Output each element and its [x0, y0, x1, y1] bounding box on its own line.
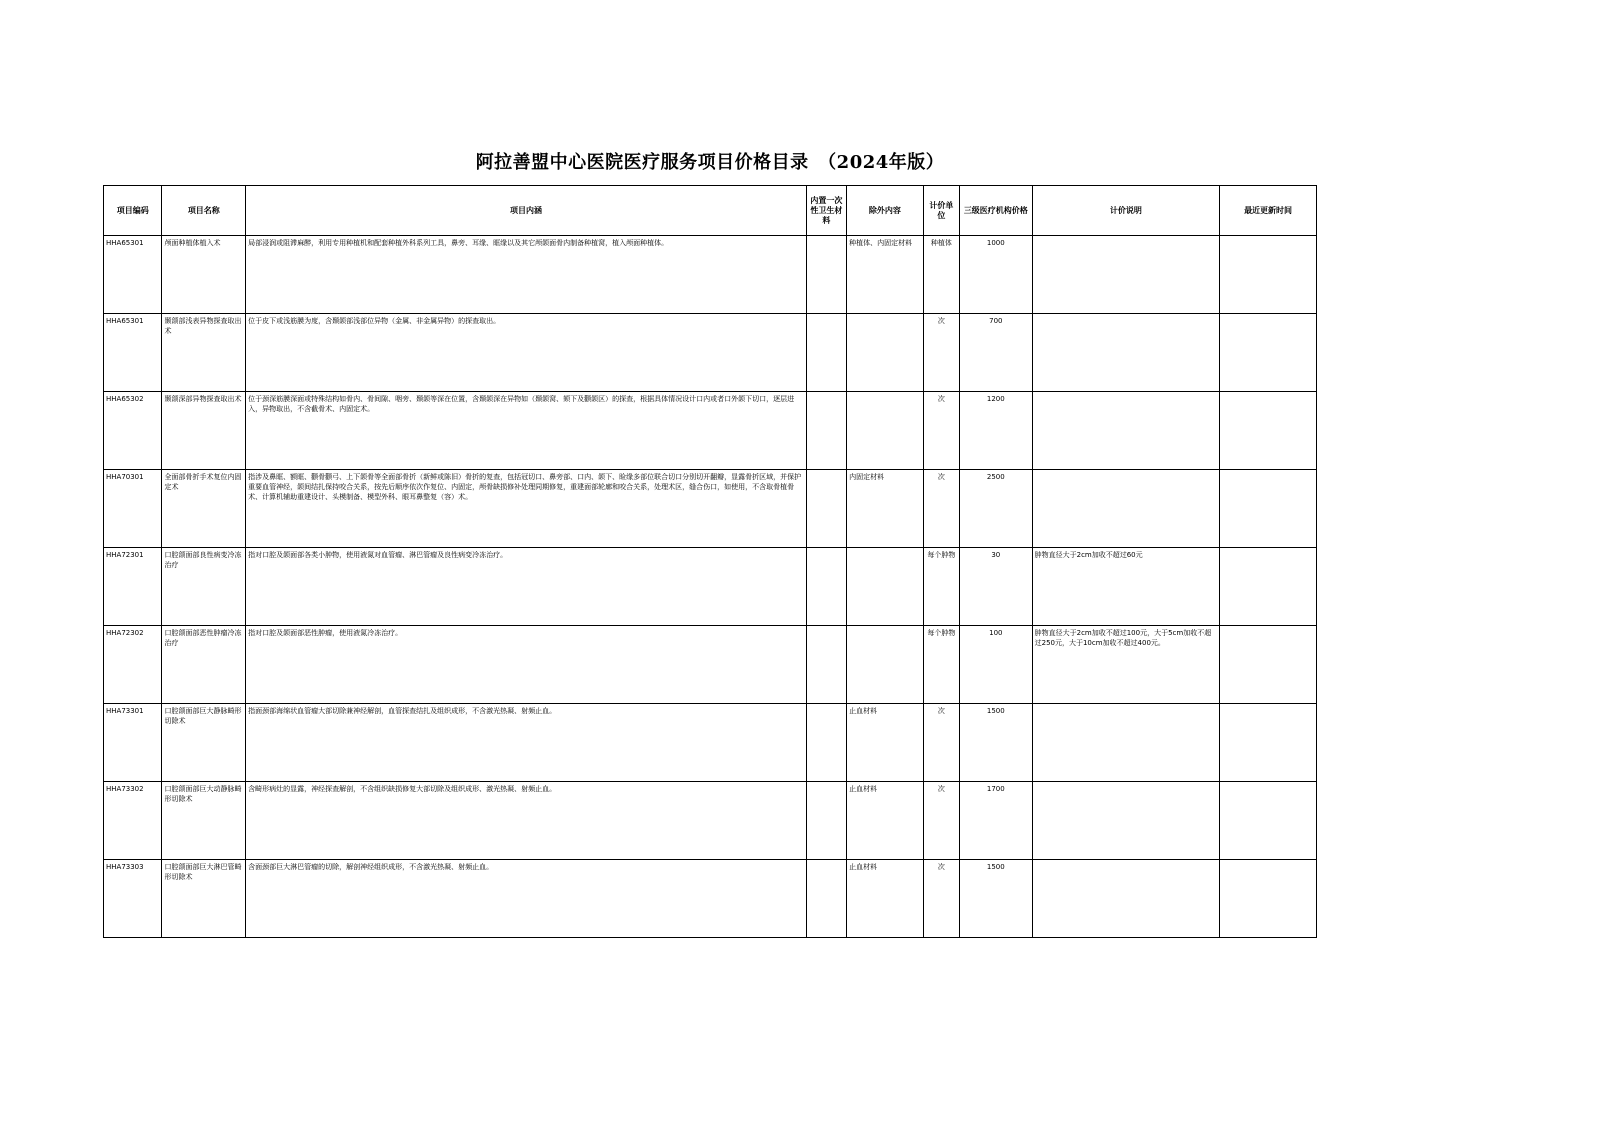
cell-price: 30 — [960, 548, 1033, 626]
cell-material — [806, 626, 846, 704]
cell-content: 指对口腔及颌面部各类小肿物，使用液氮对血管瘤、淋巴管瘤及良性病变冷冻治疗。 — [246, 548, 807, 626]
header-name: 项目名称 — [162, 186, 246, 236]
header-excluded: 除外内容 — [847, 186, 924, 236]
cell-updated — [1220, 314, 1317, 392]
cell-name: 颞颌深部异物探查取出术 — [162, 392, 246, 470]
cell-price: 1500 — [960, 704, 1033, 782]
cell-unit: 每个肿物 — [923, 626, 959, 704]
cell-updated — [1220, 548, 1317, 626]
price-table — [103, 185, 1317, 938]
cell-note — [1032, 704, 1220, 782]
table-row — [104, 392, 1317, 470]
header-unit: 计价单位 — [923, 186, 959, 236]
cell-price: 1500 — [960, 860, 1033, 938]
cell-name: 口腔颌面部恶性肿瘤冷冻治疗 — [162, 626, 246, 704]
cell-excluded — [847, 392, 924, 470]
cell-content: 指对口腔及颌面部恶性肿瘤，使用液氮冷冻治疗。 — [246, 626, 807, 704]
cell-updated — [1220, 860, 1317, 938]
cell-code: HHA73301 — [104, 704, 162, 782]
cell-excluded: 止血材料 — [847, 704, 924, 782]
cell-name: 口腔颌面部巨大静脉畸形切除术 — [162, 704, 246, 782]
cell-excluded — [847, 548, 924, 626]
cell-excluded: 内固定材料 — [847, 470, 924, 548]
cell-material — [806, 236, 846, 314]
cell-material — [806, 704, 846, 782]
cell-content: 指面颈部海绵状血管瘤大部切除兼神经解剖，血管探查结扎及组织成形，不含激光热凝、射频止血。 — [246, 704, 807, 782]
cell-material — [806, 548, 846, 626]
cell-unit: 次 — [923, 392, 959, 470]
cell-note — [1032, 236, 1220, 314]
cell-code: HHA65301 — [104, 314, 162, 392]
cell-unit: 次 — [923, 314, 959, 392]
cell-material — [806, 392, 846, 470]
header-content: 项目内涵 — [246, 186, 807, 236]
cell-content: 局部浸润或阻滞麻醉，利用专用种植机和配套种植外科系列工具，鼻旁、耳缘、眶缘以及其它颅颌面骨内制备种植窝，植入颅面种植体。 — [246, 236, 807, 314]
cell-updated — [1220, 470, 1317, 548]
cell-name: 全面部骨折手术复位内固定术 — [162, 470, 246, 548]
cell-name: 口腔颌面部巨大淋巴管畸形切除术 — [162, 860, 246, 938]
cell-note — [1032, 314, 1220, 392]
table-row — [104, 314, 1317, 392]
cell-material — [806, 860, 846, 938]
table-header-row — [104, 186, 1317, 236]
cell-excluded: 止血材料 — [847, 782, 924, 860]
cell-price: 1700 — [960, 782, 1033, 860]
table-row — [104, 860, 1317, 938]
page-title: 阿拉善盟中心医院医疗服务项目价格目录 （2024年版） — [475, 152, 945, 173]
cell-material — [806, 314, 846, 392]
table-row — [104, 704, 1317, 782]
cell-note — [1032, 392, 1220, 470]
cell-code: HHA72302 — [104, 626, 162, 704]
cell-excluded: 种植体、内固定材料 — [847, 236, 924, 314]
cell-excluded: 止血材料 — [847, 860, 924, 938]
table-row — [104, 236, 1317, 314]
cell-name: 口腔颌面部巨大动静脉畸形切除术 — [162, 782, 246, 860]
cell-content: 位于颈深筋膜深面或特殊结构如骨内、骨间隙、咽旁、颞颌等深在位置，含颞颌深在异物如（颞颌窝、颏下及颧颌区）的探查，根据具体情况设计口内或者口外颌下切口，逐层进入，异物取出，不含截骨术、内固定术。 — [246, 392, 807, 470]
cell-unit: 次 — [923, 704, 959, 782]
cell-updated — [1220, 626, 1317, 704]
cell-code: HHA72301 — [104, 548, 162, 626]
cell-price: 1200 — [960, 392, 1033, 470]
table-row — [104, 626, 1317, 704]
cell-name: 口腔颌面部良性病变冷冻治疗 — [162, 548, 246, 626]
cell-content: 含畸形病灶的显露，神经探查解剖，不含组织缺损修复大部切除及组织成形、激光热凝、射频止血。 — [246, 782, 807, 860]
cell-material — [806, 470, 846, 548]
cell-code: HHA73302 — [104, 782, 162, 860]
cell-updated — [1220, 782, 1317, 860]
cell-name: 颞颌部浅表异物探查取出术 — [162, 314, 246, 392]
table-row — [104, 470, 1317, 548]
cell-updated — [1220, 392, 1317, 470]
cell-note — [1032, 470, 1220, 548]
cell-note: 肿物直径大于2cm加收不超过60元 — [1032, 548, 1220, 626]
header-updated: 最近更新时间 — [1220, 186, 1317, 236]
cell-price: 2500 — [960, 470, 1033, 548]
cell-unit: 次 — [923, 860, 959, 938]
cell-code: HHA70301 — [104, 470, 162, 548]
cell-note — [1032, 782, 1220, 860]
cell-updated — [1220, 236, 1317, 314]
cell-price: 700 — [960, 314, 1033, 392]
cell-unit: 种植体 — [923, 236, 959, 314]
cell-price: 1000 — [960, 236, 1033, 314]
header-code: 项目编码 — [104, 186, 162, 236]
cell-note: 肿物直径大于2cm加收不超过100元，大于5cm加收不超过250元，大于10cm加收不超过400元。 — [1032, 626, 1220, 704]
cell-code: HHA73303 — [104, 860, 162, 938]
cell-content: 含面颈部巨大淋巴管瘤的切除，解剖神经组织成形，不含激光热凝、射频止血。 — [246, 860, 807, 938]
cell-updated — [1220, 704, 1317, 782]
cell-content: 位于皮下或浅筋膜为度，含颞颌部浅部位异物（金属、非金属异物）的探查取出。 — [246, 314, 807, 392]
cell-code: HHA65301 — [104, 236, 162, 314]
cell-excluded — [847, 626, 924, 704]
table-row — [104, 548, 1317, 626]
header-material: 内置一次性卫生材料 — [806, 186, 846, 236]
cell-name: 颅面种植体植入术 — [162, 236, 246, 314]
header-price: 三级医疗机构价格 — [960, 186, 1033, 236]
table-row — [104, 782, 1317, 860]
cell-price: 100 — [960, 626, 1033, 704]
cell-unit: 次 — [923, 470, 959, 548]
cell-unit: 次 — [923, 782, 959, 860]
header-note: 计价说明 — [1032, 186, 1220, 236]
cell-note — [1032, 860, 1220, 938]
cell-excluded — [847, 314, 924, 392]
cell-material — [806, 782, 846, 860]
cell-content: 指涉及鼻眶、额眶、颧骨颧弓、上下颌骨等全面部骨折（新鲜或陈旧）骨折的复查，包括冠切口、鼻旁部、口内、颌下、睑缘多部位联合切口分别切开翻瓣，显露骨折区域，并保护重要血管神经，颌间结扎保持咬合关系，按先后顺序依次作复位、内固定，颅骨缺损修补处理同期修复，重建面部轮廓和咬合关系，处理术区，缝合伤口，如使用，不含取骨植骨术、计算机辅助重建设计、头模制备、模型外科、眼耳鼻整复（容）术。 — [246, 470, 807, 548]
cell-unit: 每个肿物 — [923, 548, 959, 626]
cell-code: HHA65302 — [104, 392, 162, 470]
